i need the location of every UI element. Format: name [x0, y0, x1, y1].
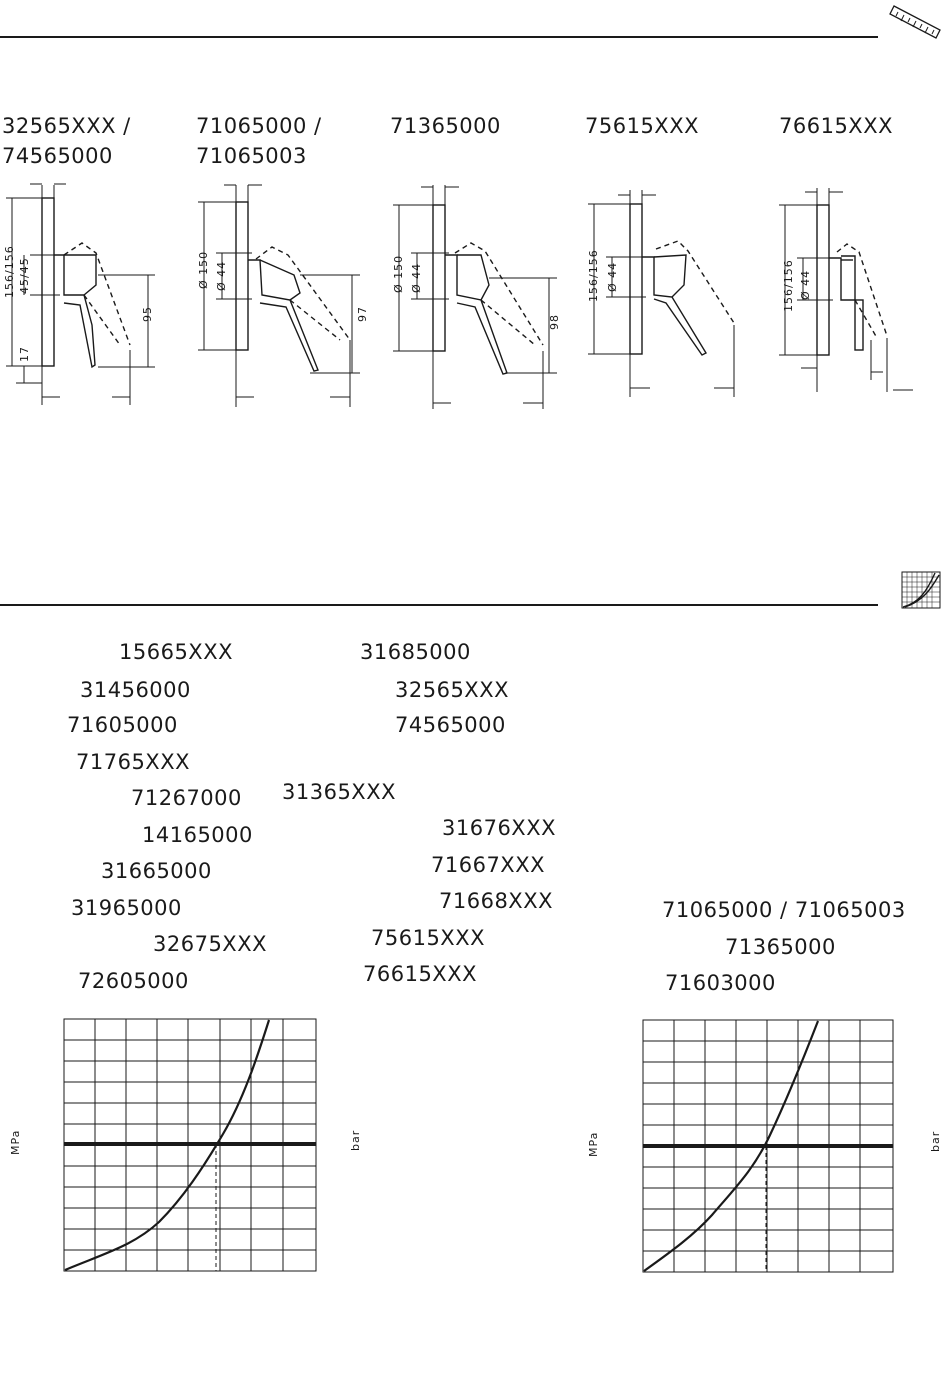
- dim-label-o150: Ø 150: [197, 250, 210, 289]
- flow-model-mid-8: 75615XXX: [371, 926, 485, 950]
- chart-left-unit-mpa: MPa: [9, 1129, 22, 1155]
- flow-model-left-1: 15665XXX: [119, 640, 233, 664]
- flow-model-mid-7: 71668XXX: [439, 889, 553, 913]
- dim-label-156-156-4: 156/156: [587, 249, 600, 302]
- flow-model-left-2: 31456000: [80, 678, 191, 702]
- flow-model-mid-3: 74565000: [395, 713, 506, 737]
- flow-model-mid-2: 32565XXX: [395, 678, 509, 702]
- flow-model-left-5: 71267000: [131, 786, 242, 810]
- flow-model-left-8: 31965000: [71, 896, 182, 920]
- flow-model-right-1: 71065000 / 71065003: [662, 898, 906, 922]
- dimension-drawing-4: [580, 185, 760, 400]
- flow-chart-right: [642, 1019, 894, 1273]
- flow-model-left-6: 14165000: [142, 823, 253, 847]
- flow-model-mid-6: 71667XXX: [431, 853, 545, 877]
- dim-label-98: 98: [548, 314, 561, 330]
- flow-chart-left: [63, 1018, 317, 1272]
- chart-right-unit-mpa: MPa: [587, 1131, 600, 1157]
- chart-right-unit-bar: bar: [929, 1130, 942, 1152]
- dim-label-o44: Ø 44: [215, 260, 228, 291]
- flow-model-mid-9: 76615XXX: [363, 962, 477, 986]
- flow-model-left-9: 32675XXX: [153, 932, 267, 956]
- ruler-icon: [888, 2, 948, 40]
- flow-model-left-10: 72605000: [78, 969, 189, 993]
- flow-diagram-icon: [901, 571, 941, 609]
- flow-model-right-3: 71603000: [665, 971, 776, 995]
- flow-model-right-2: 71365000: [725, 935, 836, 959]
- top-rule: [0, 36, 878, 38]
- dim-label-o44-3: Ø 44: [410, 262, 423, 293]
- dim-label-o44-5: Ø 44: [799, 269, 812, 300]
- flow-model-mid-1: 31685000: [360, 640, 471, 664]
- dim-label-97: 97: [356, 306, 369, 322]
- dim-label-95: 95: [141, 306, 154, 322]
- flow-model-left-3: 71605000: [67, 713, 178, 737]
- dim-label-156-156: 156/156: [3, 245, 16, 298]
- chart-left-unit-bar: bar: [349, 1129, 362, 1151]
- model-heading-2: 71065000 / 71065003: [196, 114, 322, 168]
- dim-label-o44-4: Ø 44: [606, 261, 619, 292]
- flow-model-left-4: 71765XXX: [76, 750, 190, 774]
- dim-label-156-156-5: 156/156: [782, 259, 795, 312]
- model-heading-1: 32565XXX / 74565000: [2, 114, 131, 168]
- flow-model-mid-5: 31676XXX: [442, 816, 556, 840]
- dim-label-45-45: 45/45: [18, 257, 31, 294]
- dimension-drawing-3: [385, 175, 565, 415]
- flow-model-left-7: 31665000: [101, 859, 212, 883]
- dim-label-o150-3: Ø 150: [392, 254, 405, 293]
- flow-section-rule: [0, 604, 878, 606]
- model-heading-3: 71365000: [390, 114, 501, 138]
- flow-model-mid-4: 31365XXX: [282, 780, 396, 804]
- dim-label-17: 17: [18, 346, 31, 362]
- dimension-drawing-2: [190, 175, 370, 410]
- model-heading-5: 76615XXX: [779, 114, 893, 138]
- model-heading-4: 75615XXX: [585, 114, 699, 138]
